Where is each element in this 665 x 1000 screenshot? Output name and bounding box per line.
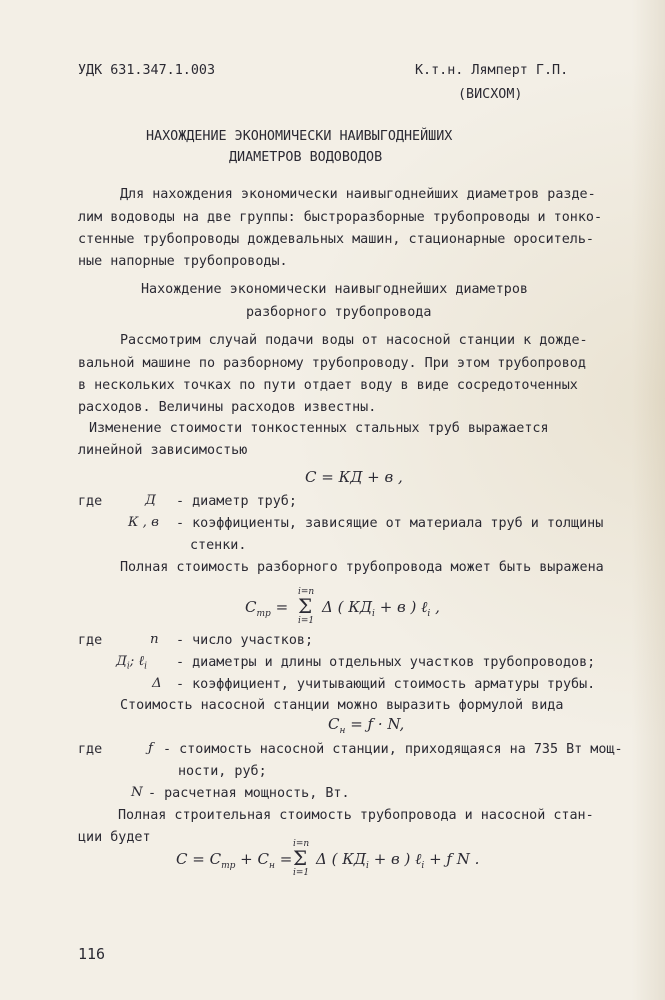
definition-text: стенки. <box>190 538 247 553</box>
intro-line: лим водоводы на две группы: быстроразборные трубопроводы и тонко- <box>78 210 603 225</box>
sum-upper-limit: i=n <box>298 587 315 597</box>
formula-station-cost: $С_н$ = ƒ · N, <box>328 715 405 736</box>
formula-cost-linear: С = КД + в , <box>305 468 403 486</box>
sum-upper-limit: i=n <box>293 839 310 849</box>
definition-text: - коэффициенты, зависящие от материала труб и толщины <box>176 516 604 531</box>
formula-pipeline-cost: $С_{тр}$ = <box>245 598 289 619</box>
where-label: где <box>78 742 103 757</box>
symbol-k-b: К , в <box>128 515 159 530</box>
author-name: К.т.н. Лямперт Г.П. <box>415 63 569 78</box>
author-affiliation: (ВИСХОМ) <box>458 87 523 102</box>
definition-text: - расчетная мощность, Вт. <box>148 786 350 801</box>
sum-lower-limit: i=1 <box>298 616 315 626</box>
formula-lhs: С <box>245 598 257 616</box>
section-subtitle-line1: Нахождение экономически наивыгоднейших диаметров <box>141 282 528 297</box>
udk-code: УДК 631.347.1.003 <box>78 63 216 78</box>
paragraph-line: Рассмотрим случай подачи воды от насосной станции к дожде- <box>120 333 588 348</box>
paragraph-line: ции будет <box>78 830 151 845</box>
intro-line: ные напорные трубопроводы. <box>78 254 288 269</box>
paragraph-line: линейной зависимостью <box>78 443 248 458</box>
symbol-f: ƒ <box>148 741 153 756</box>
formula-body: Δ ( $КД_i + в$ ) ℓ$_i$ + ƒ N . <box>316 850 480 871</box>
symbol-d-l: $Д_i$; ℓ$_i$ <box>116 654 148 672</box>
paragraph-line: Полная стоимость разборного трубопровода может быть выражена <box>120 560 604 575</box>
sum-sign: Σ <box>293 846 308 870</box>
symbol-d: Д <box>145 493 156 508</box>
symbol-delta: Δ <box>152 676 162 691</box>
where-label: где <box>78 494 103 509</box>
paragraph-line: вальной машине по разборному трубопроводу. При этом трубопровод <box>78 356 586 371</box>
formula-total-cost: $С = С_{тр} + С_н$ = <box>176 850 293 871</box>
page-number: 116 <box>78 945 106 963</box>
sum-sign: Σ <box>298 594 313 618</box>
intro-line: Для нахождения экономически наивыгоднейших диаметров разде- <box>120 187 596 202</box>
symbol-n-power: N <box>131 785 143 800</box>
definition-text: - число участков; <box>176 633 314 648</box>
definition-text: - коэффициент, учитывающий стоимость арматуры трубы. <box>176 677 596 692</box>
paragraph-line: в нескольких точках по пути отдает воду в виде сосредоточенных <box>78 378 578 393</box>
formula-body: Δ ( $КД_i + в$ ) ℓ$_i$ , <box>322 598 440 619</box>
definition-text: - диаметры и длины отдельных участков трубопроводов; <box>176 655 596 670</box>
definition-text: ности, руб; <box>178 764 267 779</box>
paragraph-line: Полная строительная стоимость трубопровода и насосной стан- <box>118 808 594 823</box>
sum-lower-limit: i=1 <box>293 868 310 878</box>
paragraph-line: расходов. Величины расходов известны. <box>78 400 377 415</box>
definition-text: - диаметр труб; <box>176 494 297 509</box>
document-title-line2: ДИАМЕТРОВ ВОДОВОДОВ <box>229 150 383 165</box>
paragraph-line: Стоимость насосной станции можно выразить формулой вида <box>120 698 564 713</box>
definition-text: - стоимость насосной станции, приходящаяся на 735 Вт мощ- <box>163 742 623 757</box>
symbol-n: n <box>150 632 159 647</box>
document-title-line1: НАХОЖДЕНИЕ ЭКОНОМИЧЕСКИ НАИВЫГОДНЕЙШИХ <box>146 129 453 144</box>
section-subtitle-line2: разборного трубопровода <box>246 305 432 320</box>
paragraph-line: Изменение стоимости тонкостенных стальных труб выражается <box>89 421 549 436</box>
intro-line: стенные трубопроводы дождевальных машин, стационарные ороситель- <box>78 232 594 247</box>
where-label: где <box>78 633 103 648</box>
